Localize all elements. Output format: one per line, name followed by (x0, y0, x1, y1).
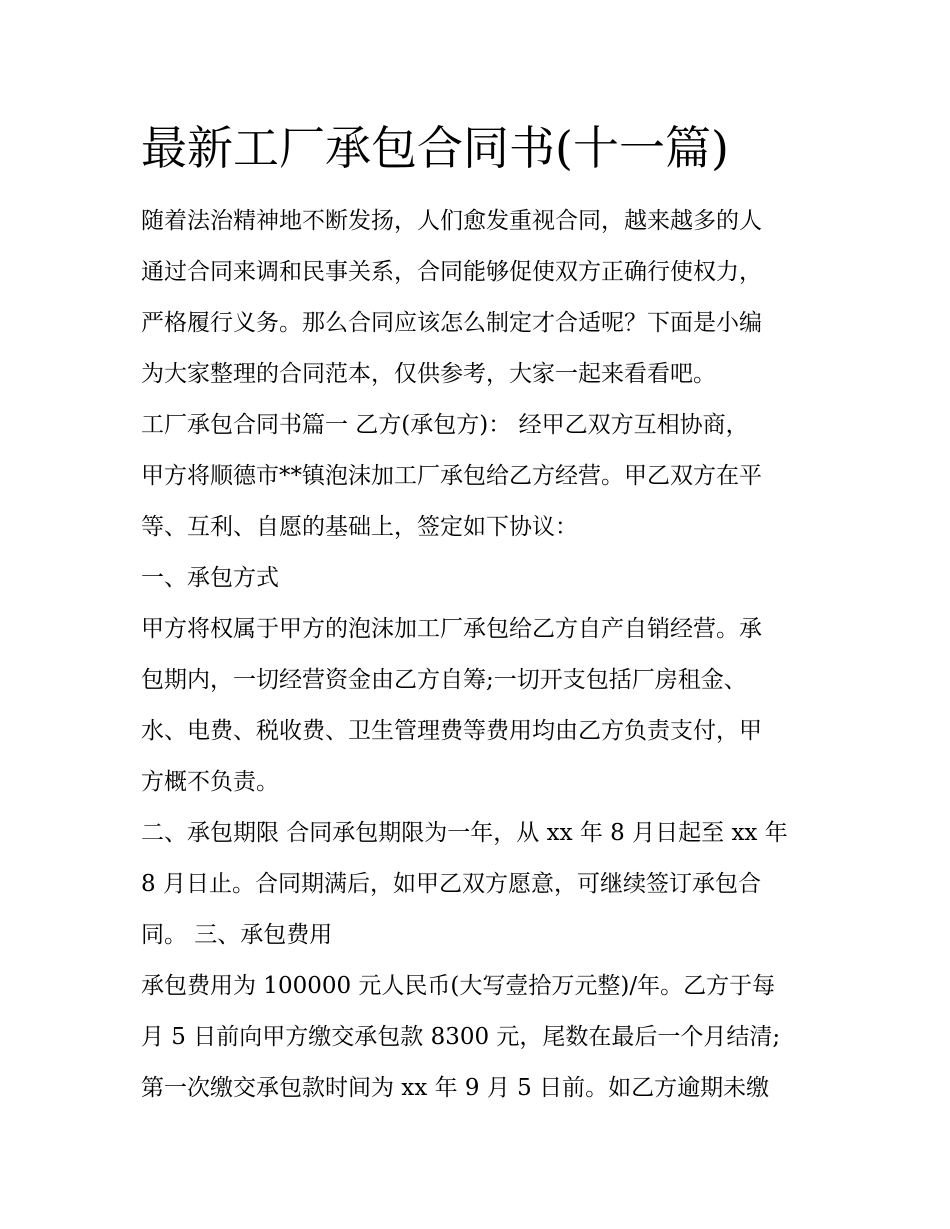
text-line: 月 5 日前向甲方缴交承包款 8300 元，尾数在最后一个月结清; (141, 1024, 781, 1050)
text-line: 工厂承包合同书篇一 乙方(承包方)： 经甲乙双方互相协商， (141, 412, 749, 438)
section-heading: 一、承包方式 (141, 565, 279, 591)
text-line: 随着法治精神地不断发扬，人们愈发重视合同，越来越多的人 (141, 208, 762, 234)
text-line: 水、电费、税收费、卫生管理费等费用均由乙方负责支付，甲 (141, 718, 762, 744)
document-title: 最新工厂承包合同书(十一篇) (141, 121, 729, 175)
text-line: 第一次缴交承包款时间为 xx 年 9 月 5 日前。如乙方逾期未缴 (141, 1075, 770, 1101)
text-line: 为大家整理的合同范本，仅供参考，大家一起来看看吧。 (141, 361, 716, 387)
text-line: 严格履行义务。那么合同应该怎么制定才合适呢？下面是小编 (141, 310, 762, 336)
text-line: 承包费用为 100000 元人民币(大写壹拾万元整)/年。乙方于每 (141, 973, 776, 999)
text-line: 同。 三、承包费用 (141, 922, 333, 948)
text-line: 二、承包期限 合同承包期限为一年，从 xx 年 8 月日起至 xx 年 (141, 820, 788, 846)
text-line: 甲方将权属于甲方的泡沫加工厂承包给乙方自产自销经营。承 (141, 616, 762, 642)
text-line: 包期内，一切经营资金由乙方自筹;一切开支包括厂房租金、 (141, 667, 747, 693)
text-line: 通过合同来调和民事关系，合同能够促使双方正确行使权力， (141, 259, 762, 285)
text-line: 甲方将顺德市**镇泡沫加工厂承包给乙方经营。甲乙双方在平 (141, 463, 762, 489)
text-line: 等、互利、自愿的基础上，签定如下协议： (141, 514, 578, 540)
text-line: 方概不负责。 (141, 769, 279, 795)
document-body (141, 196, 821, 1114)
text-line: 8 月日止。合同期满后，如甲乙双方愿意，可继续签订承包合 (141, 871, 761, 897)
